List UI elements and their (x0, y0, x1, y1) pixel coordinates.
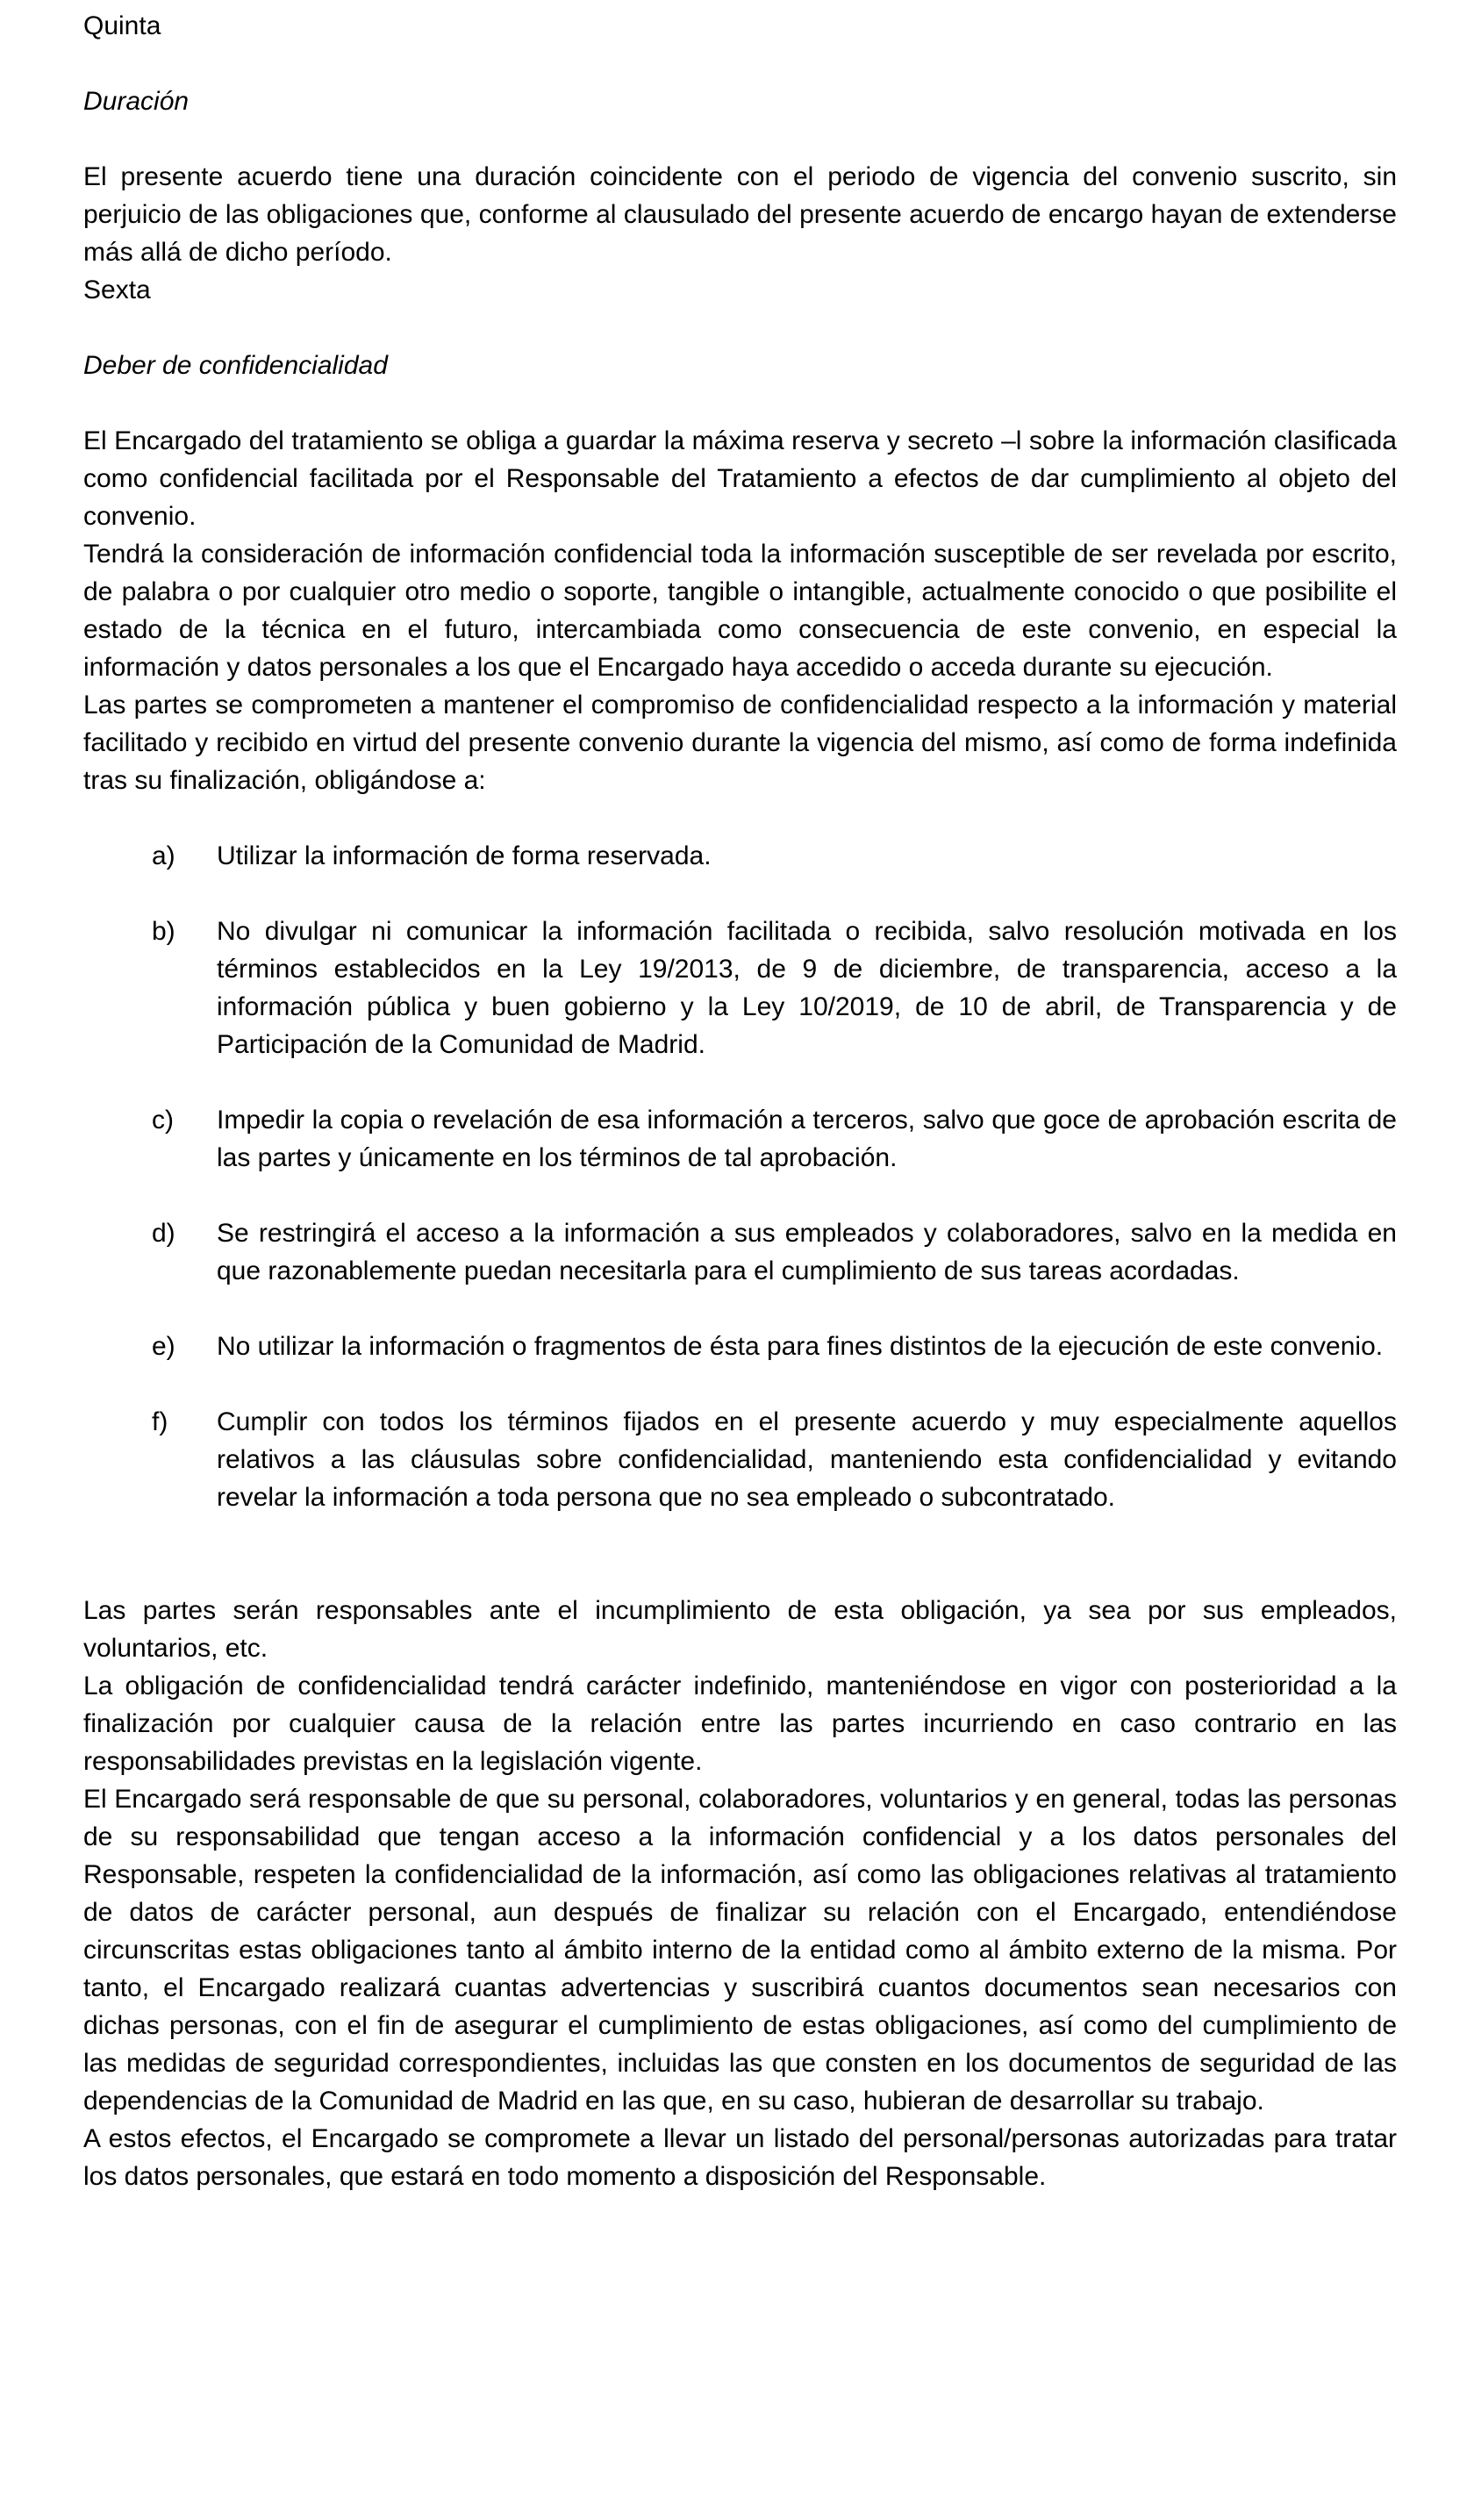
paragraph-obligacion-secreto: El Encargado del tratamiento se obliga a guardar la máxima reserva y secreto –l sobre la información clasificada como confidencial facilitada por el Responsable del Tratamiento a efectos de dar cumplimiento al objeto del convenio. (83, 426, 1397, 531)
paragraph-duracion: El presente acuerdo tiene una duración coincidente con el periodo de vigencia del convenio suscrito, sin perjuicio de las obligaciones que, conforme al clausulado del presente acuerdo de encargo hayan de extenderse más allá de dicho período. (83, 162, 1397, 267)
list-item-a (83, 837, 1397, 875)
paragraph-consideracion-confidencial: Tendrá la consideración de información confidencial toda la información susceptible de ser revelada por escrito, de palabra o por cualquier otro medio o soporte, tangible o intangible, actualmente conocido o que posibilite el estado de la técnica en el futuro, intercambiada como consecuencia de este convenio, en especial la información y datos personales a los que el Encargado haya accedido o acceda durante su ejecución. (83, 540, 1397, 682)
paragraph-responsables-incumplimiento: Las partes serán responsables ante el incumplimiento de esta obligación, ya sea por sus empleados, voluntarios, etc. (83, 1596, 1397, 1663)
list-item-e (83, 1328, 1397, 1365)
list-item-text: No divulgar ni comunicar la información facilitada o recibida, salvo resolución motivada en los términos establecidos en la Ley 19/2013, de 9 de diciembre, de transparencia, acceso a la información pública y buen gobierno y la Ley 10/2019, de 10 de abril, de Transparencia y de Participación de la Comunidad de Madrid. (217, 917, 1397, 1059)
paragraph-caracter-indefinido: La obligación de confidencialidad tendrá carácter indefinido, manteniéndose en vigor con posterioridad a la finalización por cualquier causa de la relación entre las partes incurriendo en caso contrario en las responsabilidades previstas en la legislación vigente. (83, 1672, 1397, 1776)
list-marker: a) (152, 841, 175, 870)
list-item-text: No utilizar la información o fragmentos de ésta para fines distintos de la ejecución de este convenio. (217, 1332, 1384, 1361)
paragraph-responsable-personal: El Encargado será responsable de que su personal, colaboradores, voluntarios y en general, todas las personas de su responsabilidad que tengan acceso a la información confidencial y a los datos personales del Responsable, respeten la confidencialidad de la información, así como las obligaciones relativas al tratamiento de datos de carácter personal, aun después de finalizar su relación con el Encargado, entendiéndose circunscritas estas obligaciones tanto al ámbito interno de la entidad como al ámbito externo de la misma. Por tanto, el Encargado realizará cuantas advertencias y suscribirá cuantos documentos sean necesarios con dichas personas, con el fin de asegurar el cumplimiento de estas obligaciones, así como del cumplimiento de las medidas de seguridad correspondientes, incluidas las que consten en los documentos de seguridad de las dependencias de la Comunidad de Madrid en las que, en su caso, hubieran de desarrollar su trabajo. (83, 1785, 1397, 2116)
paragraph-listado-personal: A estos efectos, el Encargado se compromete a llevar un listado del personal/personas autorizadas para tratar los datos personales, que estará en todo momento a disposición del Responsable. (83, 2124, 1397, 2191)
list-item-c (83, 1101, 1397, 1177)
list-marker: f) (152, 1407, 168, 1436)
paragraph-compromiso-partes: Las partes se comprometen a mantener el compromiso de confidencialidad respecto a la información y material facilitado y recibido en virtud del presente convenio durante la vigencia del mismo, así como de forma indefinida tras su finalización, obligándose a: (83, 691, 1397, 795)
list-marker: e) (152, 1332, 175, 1361)
list-marker: d) (152, 1219, 175, 1248)
list-item-text: Se restringirá el acceso a la información a sus empleados y colaboradores, salvo en la medida en que razonablemente puedan necesitarla para el cumplimiento de sus tareas acordadas. (217, 1219, 1397, 1285)
clause-heading-quinta: Quinta (83, 11, 161, 40)
clause-title-confidencialidad: Deber de confidencialidad (83, 351, 388, 380)
clause-title-duracion: Duración (83, 87, 190, 116)
list-item-d (83, 1214, 1397, 1290)
list-marker: c) (152, 1106, 174, 1135)
list-item-text: Cumplir con todos los términos fijados en el presente acuerdo y muy especialmente aquellos relativos a las cláusulas sobre confidencialidad, manteniendo esta confidencialidad y evitando revelar la información a toda persona que no sea empleado o subcontratado. (217, 1407, 1397, 1512)
list-item-b (83, 913, 1397, 1063)
list-item-text: Impedir la copia o revelación de esa información a terceros, salvo que goce de aprobación escrita de las partes y únicamente en los términos de tal aprobación. (217, 1106, 1397, 1172)
list-item-f (83, 1403, 1397, 1516)
list-item-text: Utilizar la información de forma reservada. (217, 841, 712, 870)
list-marker: b) (152, 917, 175, 946)
clause-heading-sexta: Sexta (83, 276, 151, 304)
